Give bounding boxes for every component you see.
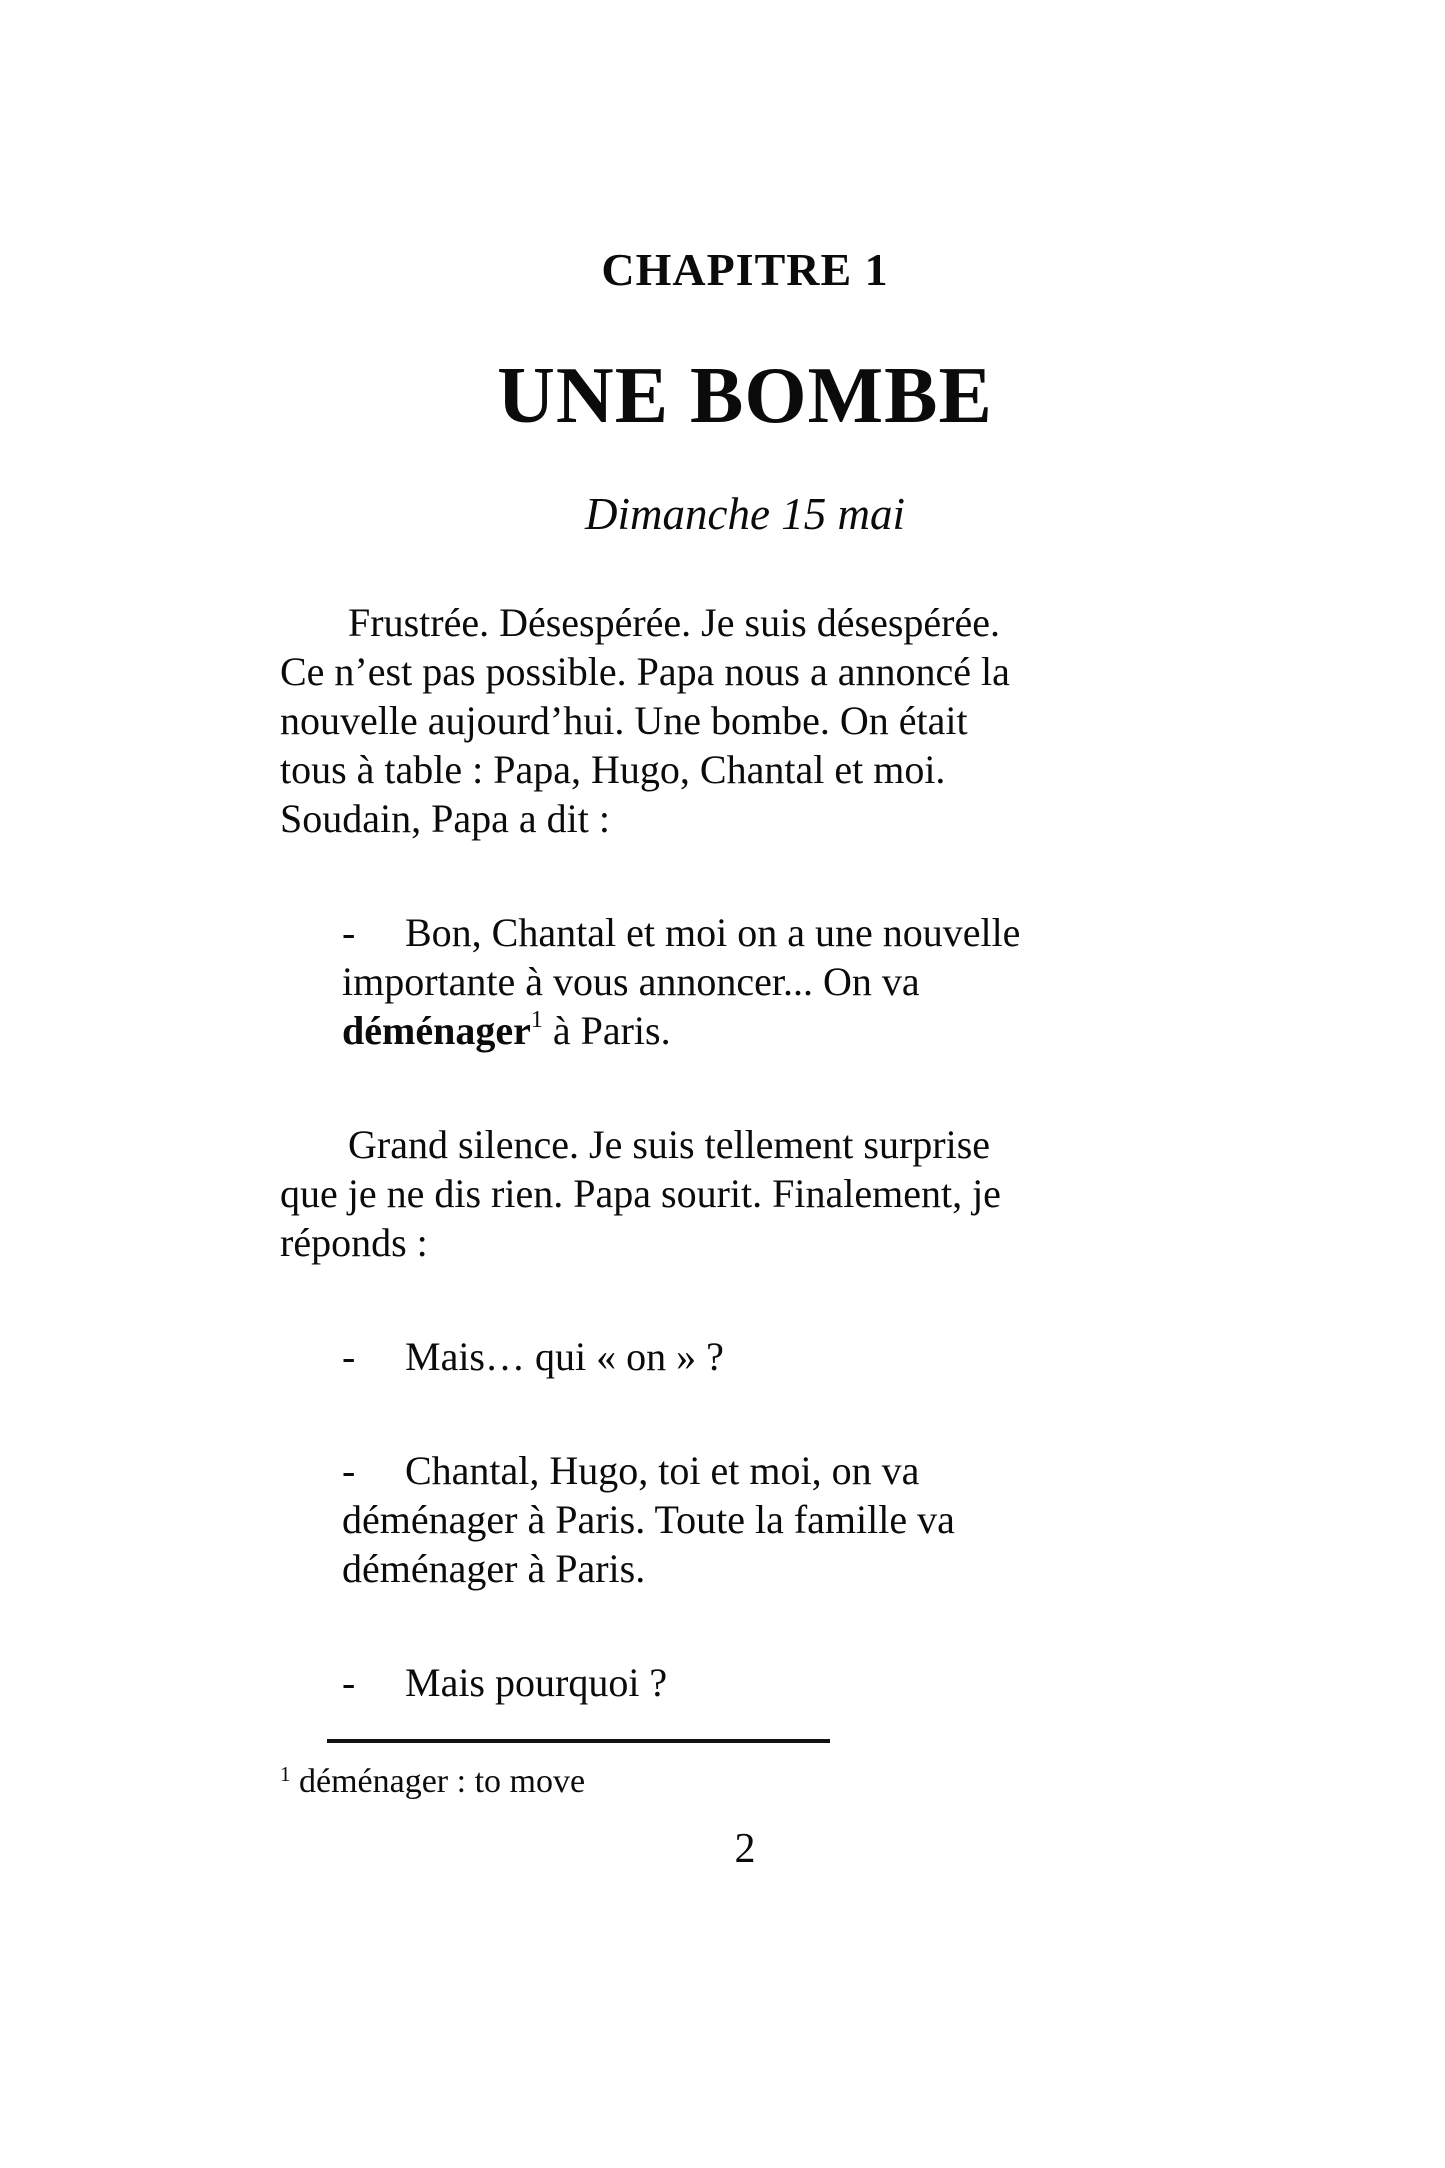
page-header (280, 243, 1210, 540)
text-run: Chantal, Hugo, toi et moi, on va (405, 1448, 920, 1493)
chapter-title: UNE BOMBE (497, 352, 993, 440)
paragraph-block (280, 1120, 1210, 1267)
text-run: Soudain, Papa a dit : (280, 796, 610, 841)
text-run: à Paris. (542, 1008, 671, 1053)
dialogue-block (280, 1658, 1210, 1707)
footnote-reference: 1 (530, 1007, 543, 1033)
chapter-label: CHAPITRE 1 (601, 244, 889, 295)
text-run: nouvelle aujourd’hui. Une bombe. On était (280, 698, 968, 743)
text-run: déménager à Paris. Toute la famille va (342, 1497, 955, 1542)
text-run: déménager à Paris. (342, 1546, 646, 1591)
dialogue-dash: - (342, 1660, 356, 1705)
text-run: tous à table : Papa, Hugo, Chantal et moi. (280, 747, 946, 792)
text-run: importante à vous annoncer... On va (342, 959, 920, 1004)
date-line: Dimanche 15 mai (585, 489, 905, 539)
text-run: Frustrée. Désespérée. Je suis désespérée. (348, 600, 1000, 645)
text-run: déménager (342, 1008, 531, 1053)
text-run: Bon, Chantal et moi on a une nouvelle (405, 910, 1021, 955)
footnote-separator (327, 1739, 830, 1743)
content-blocks (280, 598, 1210, 1707)
footnote-text: déménager : to move (290, 1763, 586, 1800)
text-run: Mais… qui « on » ? (405, 1334, 724, 1379)
dialogue-dash: - (342, 1448, 356, 1493)
dialogue-dash: - (342, 910, 356, 955)
dialogue-block (280, 1446, 1210, 1593)
page-number: 2 (734, 1826, 756, 1872)
footnote (280, 1761, 1210, 1803)
footnote-marker: 1 (280, 1762, 291, 1786)
text-run: Mais pourquoi ? (405, 1660, 668, 1705)
dialogue-dash: - (342, 1334, 356, 1379)
text-run: réponds : (280, 1220, 428, 1265)
paragraph-block (280, 598, 1210, 843)
text-run: que je ne dis rien. Papa sourit. Finalement, je (280, 1171, 1001, 1216)
dialogue-block (280, 1332, 1210, 1381)
text-run: Ce n’est pas possible. Papa nous a annoncé la (280, 649, 1010, 694)
text-run: Grand silence. Je suis tellement surprise (348, 1122, 991, 1167)
dialogue-block (280, 908, 1210, 1055)
